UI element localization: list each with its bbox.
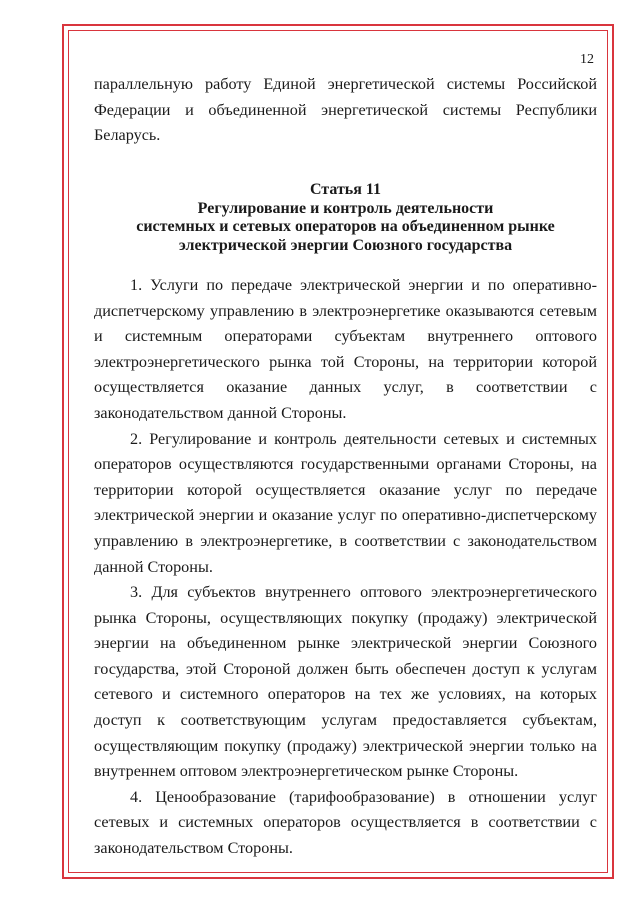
article-heading bbox=[94, 181, 597, 256]
paragraph-1: 1. Услуги по передаче электрической энергии и по оперативно-диспетчерскому управлению в электроэнергетике оказываются сетевым и системным операторами субъектам внутреннего оптового электроэнергетического рынка той Стороны, на территории которой осуществляется оказание данных услуг, в соответствии с законодательством данной Стороны. bbox=[94, 275, 597, 422]
article-title-line: Регулирование и контроль деятельности bbox=[197, 199, 494, 217]
article-title-line: электрической энергии Союзного государства bbox=[178, 237, 513, 255]
article-title-line: системных и сетевых операторов на объединенном рынке bbox=[136, 218, 555, 236]
continued-text: параллельную работу Единой энергетической системы Российской Федерации и объединенной энергетической системы Республики Беларусь. bbox=[94, 75, 597, 145]
article-number: Статья 11 bbox=[309, 180, 382, 198]
document-body bbox=[94, 72, 597, 862]
page-number: 12 bbox=[580, 52, 594, 67]
paragraph-3: 3. Для субъектов внутреннего оптового электроэнергетического рынка Стороны, осуществляющих покупку (продажу) электрической энергии на объединенном рынке электрической энергии Союзного государства, этой Стороной должен быть обеспечен доступ к услугам сетевого и системного операторов на тех же условиях, на которых доступ к соответствующим услугам предоставляется субъектам, осуществляющим покупку (продажу) электрической энергии только на внутреннем оптовом электроэнергетическом рынке Стороны. bbox=[94, 583, 597, 781]
paragraph-2: 2. Регулирование и контроль деятельности сетевых и системных операторов осуществляются государственными органами Стороны, на территории которой осуществляется оказание услуг по передаче электрической энергии и оказание услуг по оперативно-диспетчерскому управлению в электроэнергетике, в соответствии с законодательством данной Стороны. bbox=[94, 429, 597, 576]
paragraph-4: 4. Ценообразование (тарифообразование) в отношении услуг сетевых и системных операторов осуществляется в соответствии с законодательством Стороны. bbox=[94, 787, 597, 858]
